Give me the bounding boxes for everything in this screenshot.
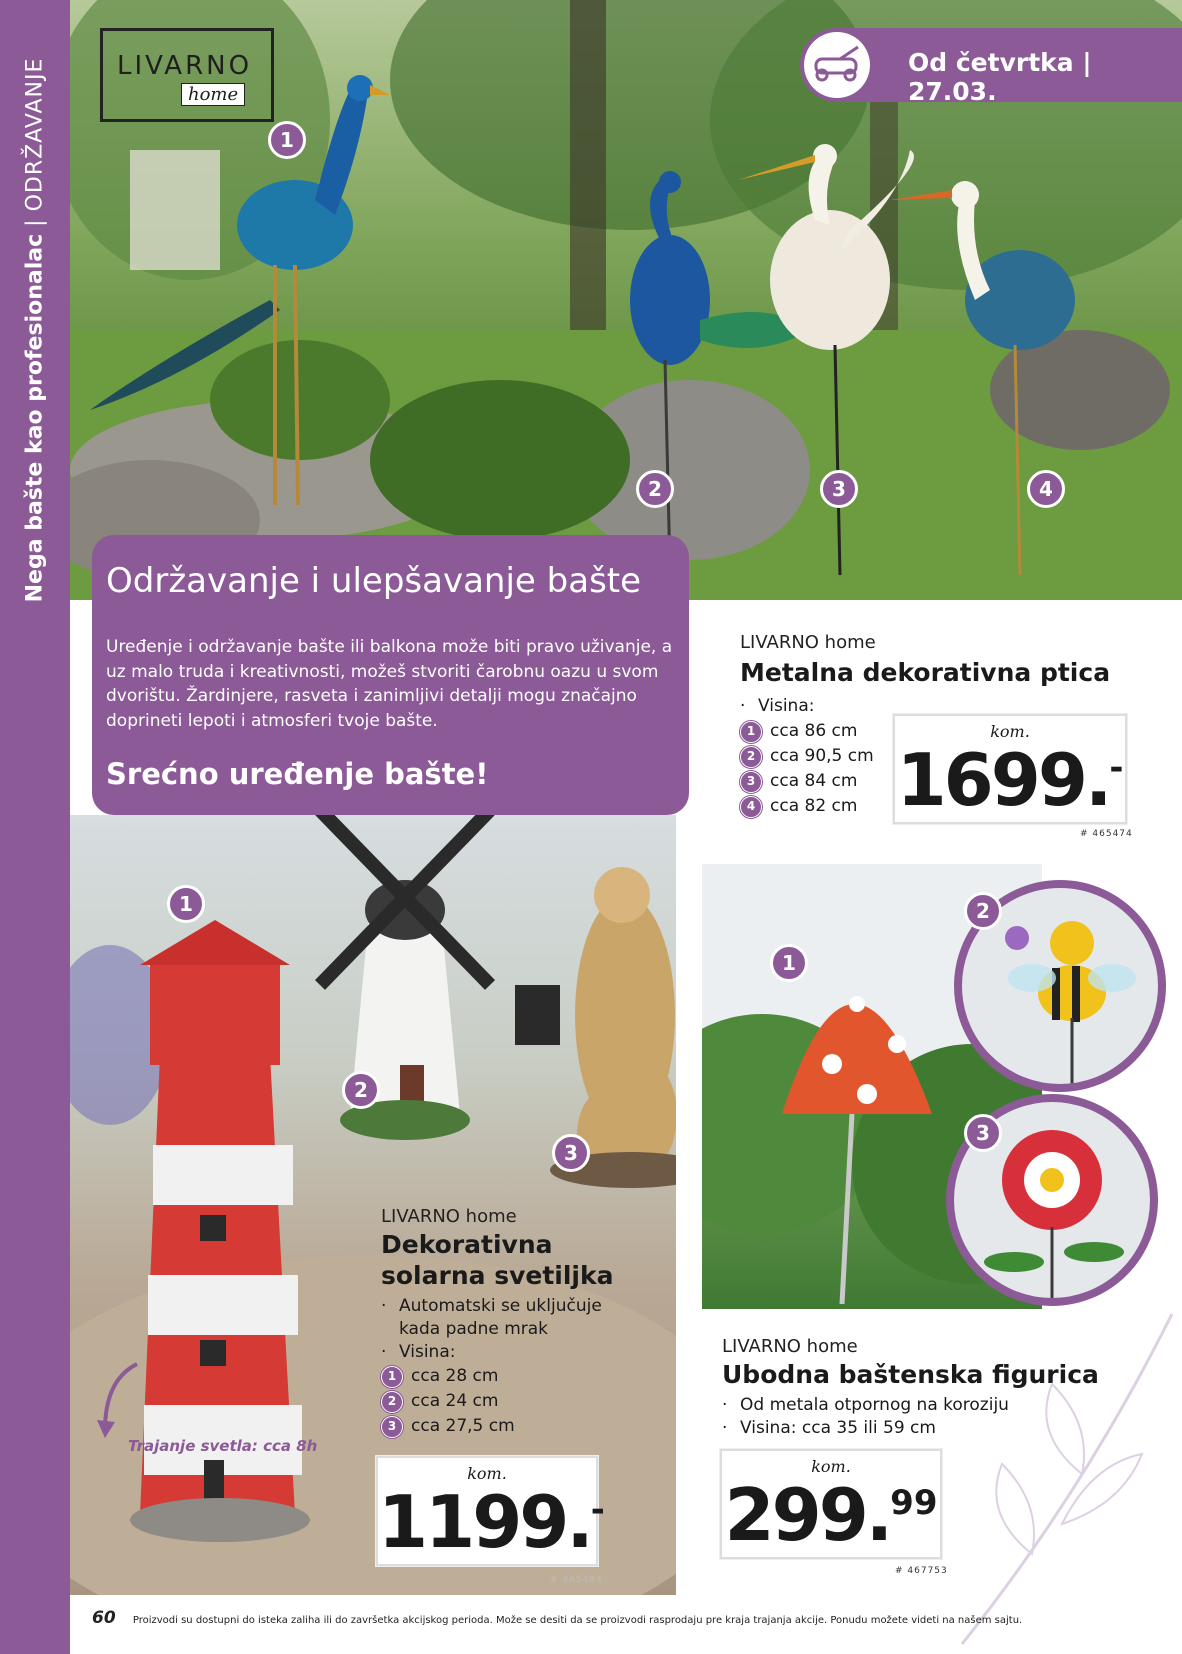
product-title: Ubodna baštenska figurica xyxy=(722,1360,1099,1389)
hero-number-1: 1 xyxy=(268,121,306,159)
variant-number-3: 3 xyxy=(740,771,762,793)
variant-value: cca 86 cm xyxy=(770,721,858,741)
figure-number-3: 3 xyxy=(964,1114,1002,1152)
variant-row xyxy=(381,1414,681,1439)
product-brand: LIVARNO home xyxy=(740,632,876,653)
figure-number-1: 1 xyxy=(770,944,808,982)
variant-value: cca 27,5 cm xyxy=(411,1416,515,1436)
footer-disclaimer: Proizvodi su dostupni do isteka zaliha ili do završetka akcijskog perioda. Može se desiti da se proizvodi rasprodaju pre kraja trajanja akcije. Ponudu možete videti na našem sajtu. xyxy=(132,1615,1023,1626)
product-title-line1: Dekorativna xyxy=(381,1230,553,1259)
variant-number-3: 3 xyxy=(381,1416,403,1438)
light-duration-note: Trajanje svetla: cca 8h xyxy=(128,1437,318,1455)
price-box-lights xyxy=(376,1456,605,1566)
lawn-mower-icon xyxy=(804,32,870,98)
product-title: Metalna dekorativna ptica xyxy=(740,658,1111,687)
variant-value: cca 90,5 cm xyxy=(770,746,874,766)
price-value xyxy=(378,1480,605,1564)
date-banner xyxy=(800,28,1182,106)
variant-number-1: 1 xyxy=(381,1366,403,1388)
variant-number-2: 2 xyxy=(381,1391,403,1413)
variant-value: cca 84 cm xyxy=(770,771,858,791)
variant-row xyxy=(381,1364,681,1389)
price-unit: kom. xyxy=(990,722,1030,741)
sidebar-bold-text: Nega bašte kao profesionalac xyxy=(22,233,48,603)
sidebar-thin-text: ODRŽAVANJE xyxy=(22,57,48,212)
lights-number-3: 3 xyxy=(552,1134,590,1172)
price-unit: kom. xyxy=(467,1464,507,1483)
price-box-birds xyxy=(893,714,1127,824)
lights-number-1: 1 xyxy=(167,885,205,923)
variant-row xyxy=(381,1389,681,1414)
intro-text: Uređenje i održavanje bašte ili balkona može biti pravo uživanje, a uz malo truda i kreativnosti, možeš stvoriti čarobnu oazu u svom dvorištu. Žardinjere, rasveta i zanimljivi detalji mogu značajno doprineti lepoti i atmosferi tvoje bašte. xyxy=(106,637,673,731)
price-suffix: - xyxy=(1109,748,1124,788)
offer-date: Od četvrtka | 27.03. xyxy=(908,48,1092,106)
product-bullet: · Visina: xyxy=(381,1341,681,1364)
price-value xyxy=(895,738,1125,822)
decorative-leaf-icon xyxy=(942,1294,1182,1654)
arrow-icon xyxy=(95,1360,145,1440)
product-bullet: · Visina: cca 35 ili 59 cm xyxy=(722,1417,1142,1440)
sidebar-title xyxy=(23,58,48,603)
product-brand: LIVARNO home xyxy=(381,1206,517,1227)
variant-number-4: 4 xyxy=(740,796,762,818)
product-bullet: · Od metala otpornog na koroziju xyxy=(722,1394,1142,1417)
price-box-figure xyxy=(720,1449,942,1559)
article-number: # 465484 xyxy=(550,1575,603,1585)
section-sidebar xyxy=(0,0,70,1654)
article-number: # 467753 xyxy=(895,1566,948,1576)
product-bullet-cont: kada padne mrak xyxy=(399,1319,549,1339)
product-lights xyxy=(381,1206,681,1439)
hero-number-3: 3 xyxy=(820,470,858,508)
variant-number-1: 1 xyxy=(740,721,762,743)
product-bullet: · Visina: xyxy=(740,694,1160,719)
lights-number-2: 2 xyxy=(342,1071,380,1109)
price-value xyxy=(722,1473,940,1557)
hero-number-2: 2 xyxy=(636,470,674,508)
article-number: # 465474 xyxy=(1080,829,1133,839)
price-suffix: - xyxy=(590,1490,605,1530)
logo-sub: home xyxy=(181,83,245,106)
sidebar-separator: | xyxy=(22,218,48,227)
intro-slogan: Srećno uređenje bašte! xyxy=(106,757,489,791)
page-number: 60 xyxy=(92,1608,116,1628)
variant-value: cca 24 cm xyxy=(411,1391,499,1411)
product-brand: LIVARNO home xyxy=(722,1336,858,1357)
page-footer xyxy=(92,1608,1022,1628)
figure-number-2: 2 xyxy=(964,892,1002,930)
price-cents: 99 xyxy=(890,1483,938,1523)
logo-name: LIVARNO xyxy=(117,51,253,81)
product-title-line2: solarna svetiljka xyxy=(381,1261,614,1290)
intro-title: Održavanje i ulepšavanje bašte xyxy=(106,561,642,601)
variant-value: cca 82 cm xyxy=(770,796,858,816)
price-unit: kom. xyxy=(811,1457,851,1476)
variant-value: cca 28 cm xyxy=(411,1366,499,1386)
price-main: 1199. xyxy=(378,1480,591,1564)
intro-box xyxy=(92,535,689,815)
price-main: 299. xyxy=(724,1473,891,1557)
product-bullet: · Automatski se uključuje xyxy=(381,1295,681,1318)
hero-number-4: 4 xyxy=(1027,470,1065,508)
price-main: 1699. xyxy=(896,738,1110,822)
livarno-logo xyxy=(100,28,274,122)
variant-number-2: 2 xyxy=(740,746,762,768)
